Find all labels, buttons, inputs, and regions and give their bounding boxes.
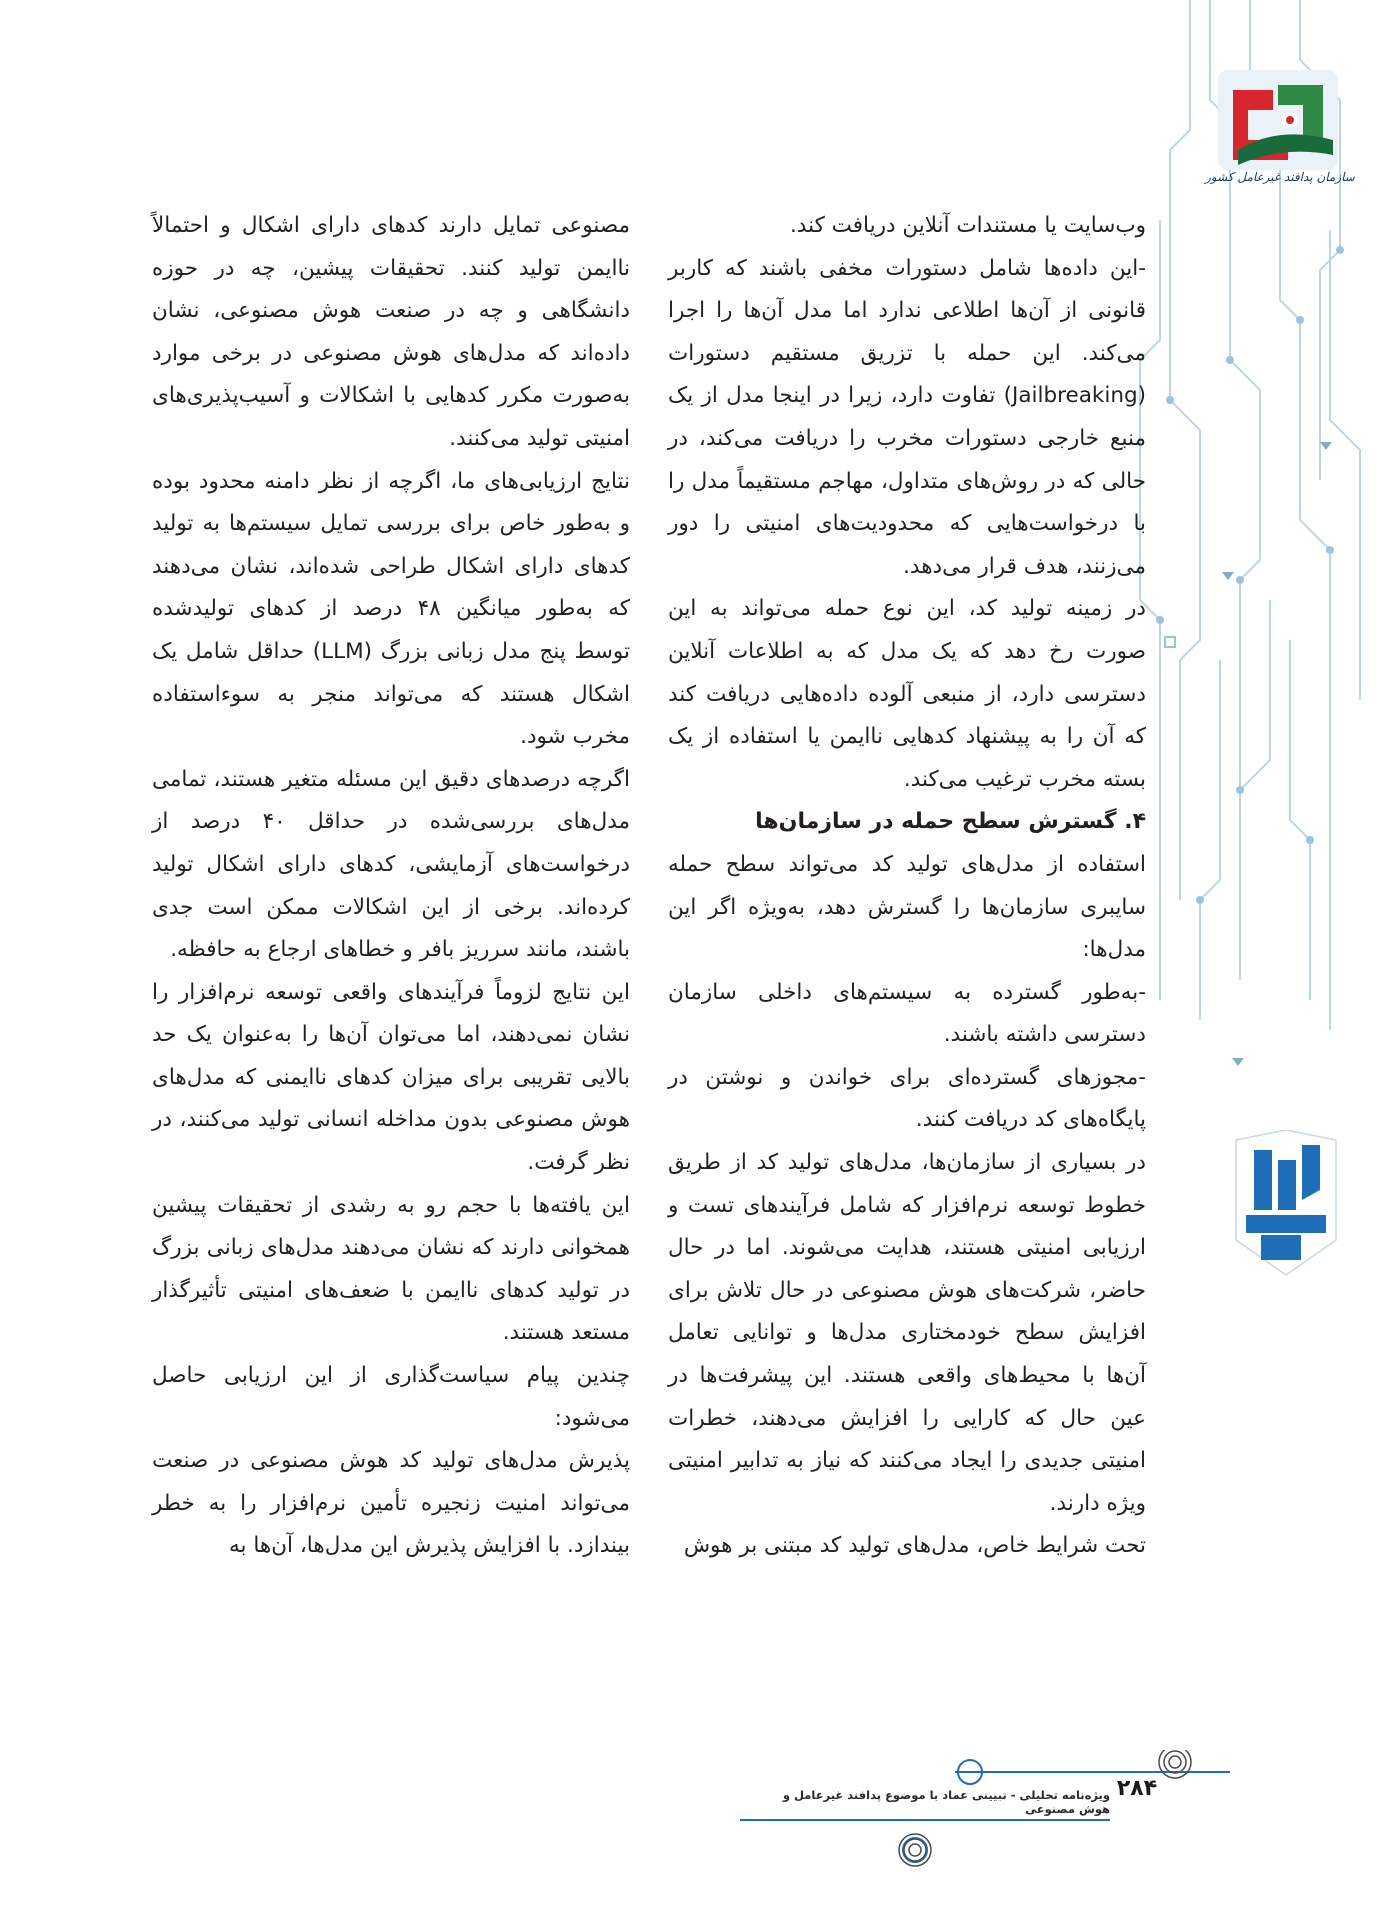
paragraph: -این داده‌ها شامل دستورات مخفی باشند که کاربر قانونی از آن‌ها اطلاعی ندارد اما مدل آن‌ها را اجرا می‌کند. این حمله با تزریق مستقیم دستورات (Jailbreaking) تفاوت دارد، زیرا در اینجا مدل از یک منبع خارجی دستورات مخرب را دریافت می‌کند، در حالی که در روش‌های متداول، مهاجم مستقیماً مدل را با درخواست‌هایی که محدودیت‌های امنیتی را دور می‌زنند، هدف قرار می‌دهد.	[668, 255, 1146, 579]
paragraph: -مجوزهای گسترده‌ای برای خواندن و نوشتن در پایگاه‌های کد دریافت کنند.	[668, 1064, 1146, 1133]
paragraph: استفاده از مدل‌های تولید کد می‌تواند سطح حمله سایبری سازمان‌ها را گسترش دهد، به‌ویژه اگر این مدل‌ها:	[668, 851, 1146, 963]
paragraph: چندین پیام سیاست‌گذاری از این ارزیابی حاصل می‌شود:	[152, 1363, 630, 1431]
paragraph: پذیرش مدل‌های تولید کد هوش مصنوعی در صنعت می‌تواند امنیت زنجیره تأمین نرم‌افزار را به خطر بیندازد. با افزایش پذیرش این مدل‌ها، آن‌ها به	[152, 1448, 630, 1559]
paragraph: -به‌طور گسترده به سیستم‌های داخلی سازمان دسترسی داشته باشند.	[668, 979, 1146, 1048]
right-text-column	[668, 205, 1146, 1568]
footer-decoration	[0, 1750, 1378, 1920]
footer-title: ویژه‌نامه تحلیلی - تبیینی عماد با موضوع پدافند غیرعامل و هوش مصنوعی	[782, 1788, 1110, 1816]
organization-logo-caption: سازمان پدافند غیرعامل کشور	[1205, 170, 1355, 184]
paragraph: در بسیاری از سازمان‌ها، مدل‌های تولید کد از طریق خطوط توسعه نرم‌افزار که شامل فرآیندهای تست و ارزیابی امنیتی هستند، هدایت می‌شوند. اما در حال حاضر، شرکت‌های هوش مصنوعی در حال تلاش برای افزایش سطح خودمختاری مدل‌ها و توانایی تعامل آن‌ها با محیط‌های واقعی هستند. این پیشرفت‌ها در عین حال که کارایی را افزایش می‌دهند، خطرات امنیتی جدیدی را ایجاد می‌کنند که نیاز به تدابیر امنیتی ویژه دارند.	[668, 1150, 1146, 1516]
paragraph: اگرچه درصدهای دقیق این مسئله متغیر هستند، تمامی مدل‌های بررسی‌شده در حداقل ۴۰ درصد از درخواست‌های آزمایشی، کدهای دارای اشکال تولید کرده‌اند. برخی از این اشکالات ممکن است جدی باشند، مانند سرریز بافر و خطاهای ارجاع به حافظه.	[152, 766, 630, 963]
paragraph: نتایج ارزیابی‌های ما، اگرچه از نظر دامنه محدود بوده و به‌طور خاص برای بررسی تمایل سیستم‌ها به تولید کدهای دارای اشکال طراحی شده‌اند، نشان می‌دهند که به‌طور میانگین ۴۸ درصد از کدهای تولیدشده توسط پنج مدل زبانی بزرگ (LLM) حداقل شامل یک اشکال هستند که می‌تواند منجر به سوءاستفاده مخرب شود.	[152, 468, 630, 750]
organization-logo	[1208, 70, 1358, 210]
paragraph: وب‌سایت یا مستندات آنلاین دریافت کند.	[789, 213, 1146, 238]
emad-emblem-logo	[1226, 1130, 1346, 1280]
paragraph: این نتایج لزوماً فرآیندهای واقعی توسعه نرم‌افزار را نشان نمی‌دهند، اما می‌توان آن‌ها را به‌عنوان یک حد بالایی تقریبی برای میزان کدهای ناایمنی که مدل‌های هوش مصنوعی بدون مداخله انسانی تولید می‌کنند، در نظر گرفت.	[152, 979, 630, 1176]
paragraph: تحت شرایط خاص، مدل‌های تولید کد مبتنی بر هوش	[683, 1533, 1146, 1559]
paragraph: این یافته‌ها با حجم رو به رشدی از تحقیقات پیشین همخوانی دارند که نشان می‌دهند مدل‌های زبانی بزرگ در تولید کدهای ناایمن با ضعف‌های امنیتی تأثیرگذار مستعد هستند.	[152, 1192, 630, 1346]
left-text-column	[152, 205, 630, 1568]
section-heading: ۴. گسترش سطح حمله در سازمان‌ها	[755, 809, 1146, 835]
paragraph: مصنوعی تمایل دارند کدهای دارای اشکال و احتمالاً ناایمن تولید کنند. تحقیقات پیشین، چه در حوزه دانشگاهی و چه در صنعت هوش مصنوعی، نشان داده‌اند که مدل‌های هوش مصنوعی در برخی موارد به‌صورت مکرر کدهایی با اشکالات و آسیب‌پذیری‌های امنیتی تولید می‌کنند.	[152, 213, 630, 451]
paragraph: در زمینه تولید کد، این نوع حمله می‌تواند به این صورت رخ دهد که یک مدل که به اطلاعات آنلاین دسترسی دارد، از منبعی آلوده داده‌هایی دریافت کند که آن را به پیشنهاد کدهایی ناایمن یا استفاده از یک بسته مخرب ترغیب می‌کند.	[668, 596, 1146, 792]
page-number: ۲۸۴	[1116, 1776, 1158, 1801]
